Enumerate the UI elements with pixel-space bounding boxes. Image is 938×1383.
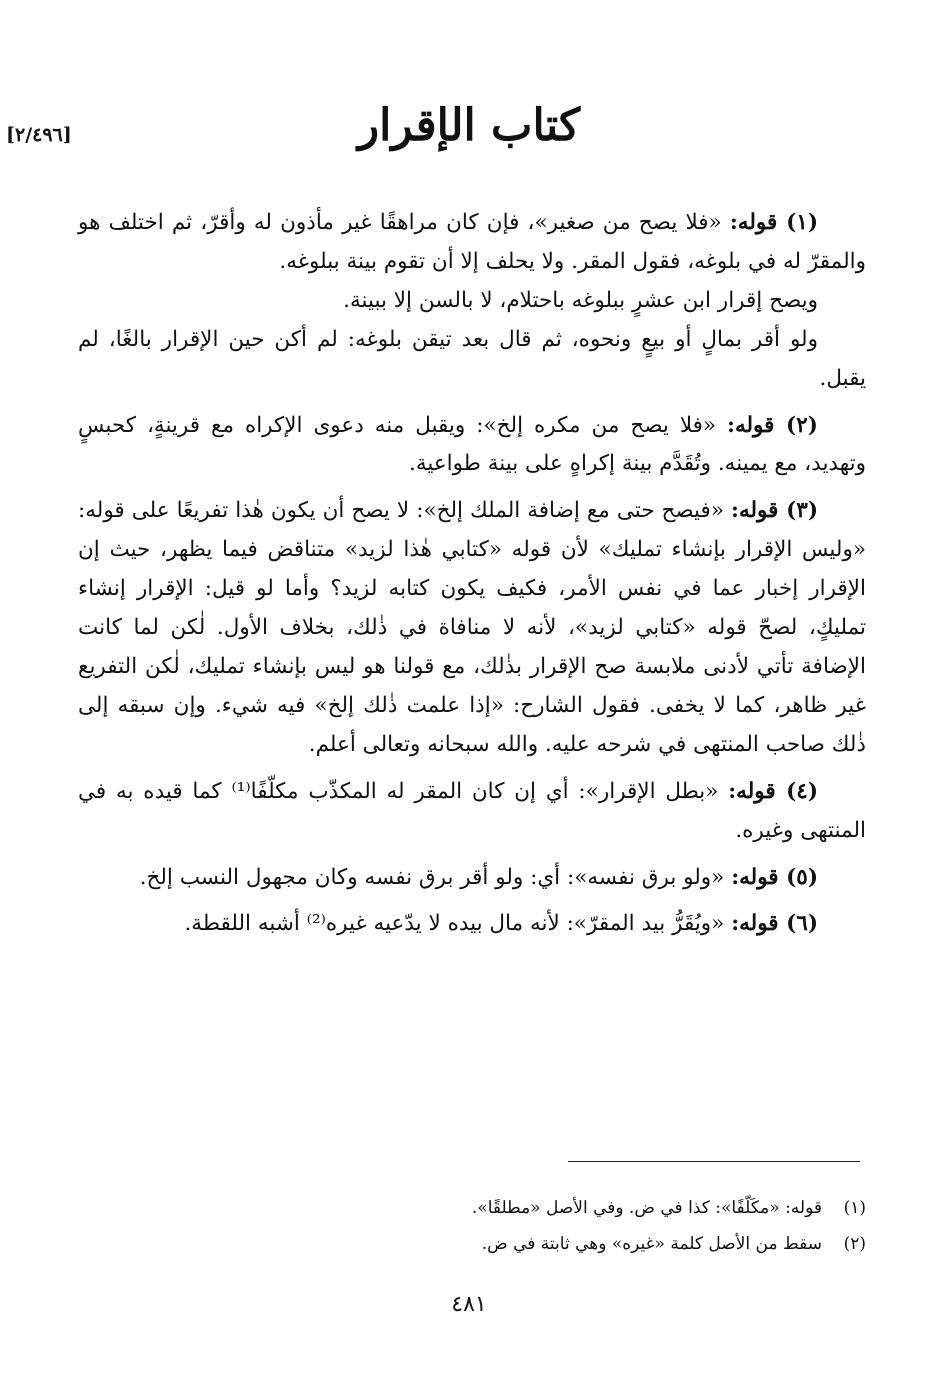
note-paragraph [78, 492, 866, 764]
note-label: (٢) قوله: [727, 412, 818, 438]
note-label: (٤) قوله: [728, 778, 819, 804]
note-text: ولو أقر بمالٍ أو بيعٍ ونحوه، ثم قال بعد تيقن بلوغه: لم أكن حين الإقرار بالغًا، لم يقبل. [78, 326, 866, 391]
commentary-body [78, 204, 866, 952]
page-number: ٤٨١ [451, 1292, 487, 1317]
footnote-number: (١) [843, 1198, 866, 1218]
footnote [78, 1226, 866, 1262]
footnote-text: سقط من الأصل كلمة «غيره» وهي ثابتة في ض. [481, 1234, 822, 1254]
note-paragraph [78, 204, 866, 282]
footnotes [78, 1190, 866, 1262]
note-paragraph [78, 859, 866, 898]
note-paragraph [78, 321, 866, 399]
note-text: ويصح إقرار ابن عشرٍ ببلوغه باحتلام، لا بالسن إلا ببينة. [343, 287, 818, 313]
note-text: «بطل الإقرار»: أي إن كان المقر له المكذّب مكلّفًا⁽¹⁾ كما قيده به في المنتهى وغيره. [78, 778, 866, 843]
note-label: (٦) قوله: [731, 911, 818, 937]
note-text: «فيصح حتى مع إضافة الملك إلخ»: لا يصح أن يكون هٰذا تفريعًا على قوله: «وليس الإقرار بإنشاء تمليك» لأن قوله «كتابي هٰذا لزيد» متناقض فيما يظهر، حيث إن الإقرار إخبار عما في نفس الأمر، فكيف يكون كتابه لزيد؟ وأما لو قيل: الإقرار إنشاء تمليكٍ، لصحّ قوله «كتابي لزيد»، لأنه لا منافاة في ذٰلك، بخلاف الأول. لٰكن لما كانت الإضافة تأتي لأدنى ملابسة صح الإقرار بذٰلك، مع قولنا هو ليس بإنشاء تمليك، لٰكن التفريع غير ظاهر، كما لا يخفى. فقول الشارح: «إذا علمت ذٰلك إلخ» فيه شيء. وإن سبقه إلى ذٰلك صاحب المنتهى في شرحه عليه. والله سبحانه وتعالى أعلم. [78, 498, 866, 757]
note-text: «ويُقَرُّ بيد المقرّ»: لأنه مال بيده لا يدّعيه غيره⁽²⁾ أشبه اللقطة. [184, 911, 725, 937]
footnote-number: (٢) [843, 1234, 866, 1254]
note-paragraph [78, 773, 866, 851]
note-label: (٣) قوله: [731, 498, 819, 524]
note-paragraph [78, 407, 866, 485]
volume-page-reference: [٢/٤٩٦] [6, 124, 72, 146]
footnote-text: قوله: «مكَلّفًا»: كذا في ض. وفي الأصل «مطلقًا». [471, 1198, 822, 1218]
chapter-title: كتاب الإقرار [357, 100, 581, 151]
note-label: (٥) قوله: [731, 864, 818, 890]
note-text: «فلا يصح من مكره إلخ»: ويقبل منه دعوى الإكراه مع قرينةٍ، كحبسٍ وتهديد، مع يمينه. وتُقَدَّم بينة إكراهٍ على بينة طواعية. [78, 412, 866, 477]
note-text: «ولو برق نفسه»: أي: ولو أقر برق نفسه وكان مجهول النسب إلخ. [139, 864, 725, 890]
note-paragraph [78, 282, 866, 321]
note-paragraph [78, 905, 866, 944]
note-text: «فلا يصح من صغير»، فإن كان مراهقًا غير مأذون له وأقرّ، ثم اختلف هو والمقرّ له في بلوغه، فقول المقر. ولا يحلف إلا أن تقوم بينة ببلوغه. [78, 210, 866, 274]
footnote-separator [568, 1161, 860, 1162]
footnote [78, 1190, 866, 1226]
note-label: (١) قوله: [729, 210, 818, 235]
